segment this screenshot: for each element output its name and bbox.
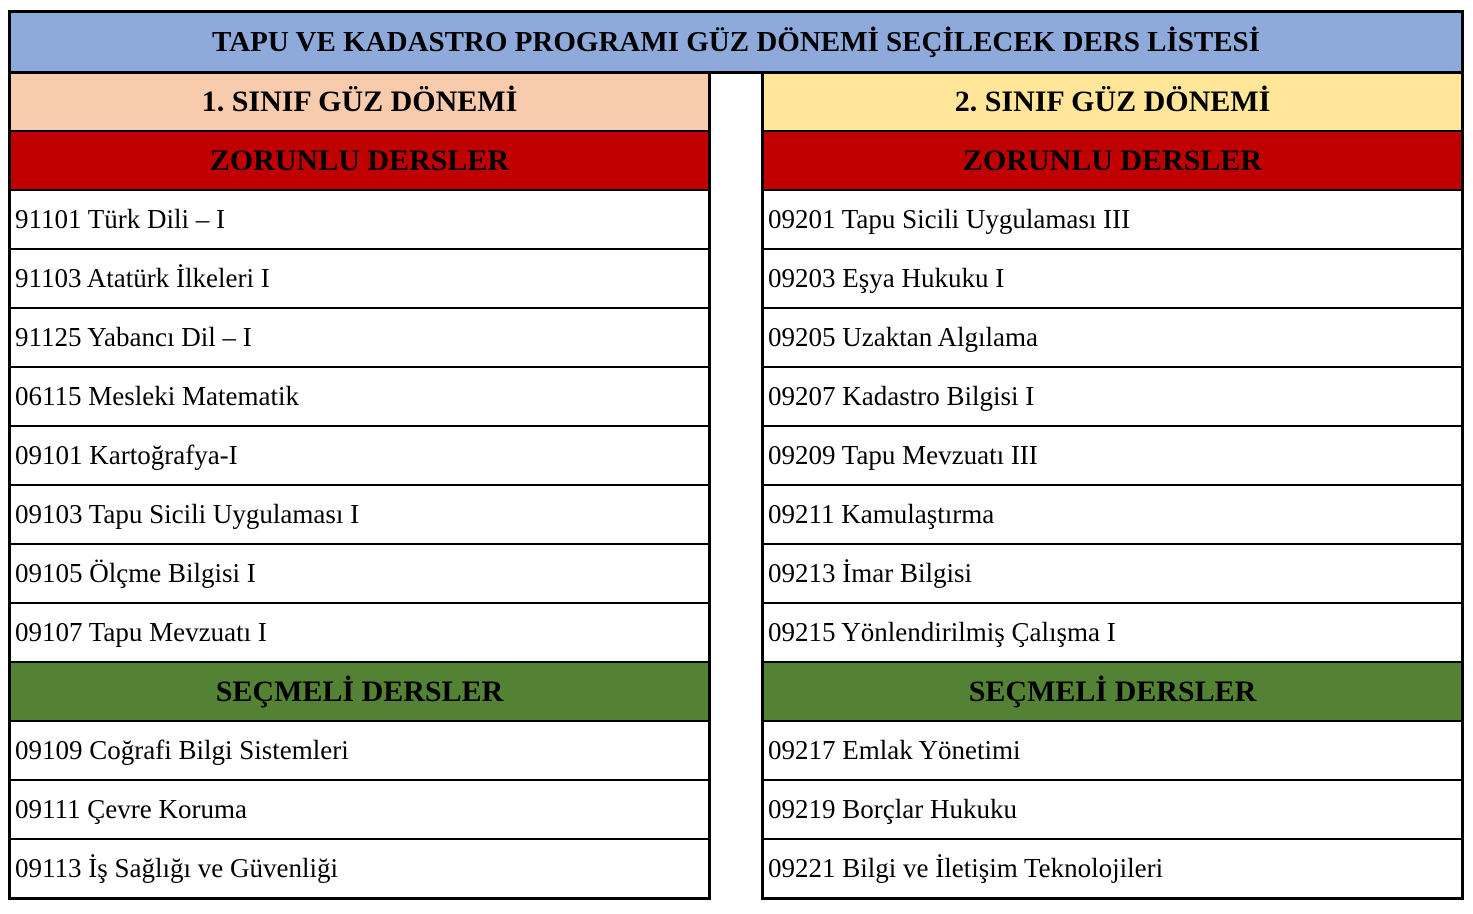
- page-title: TAPU VE KADASTRO PROGRAMI GÜZ DÖNEMİ SEÇİLECEK DERS LİSTESİ: [8, 10, 1464, 74]
- course-row: 09209 Tapu Mevzuatı III: [764, 425, 1461, 484]
- course-row: 09217 Emlak Yönetimi: [764, 720, 1461, 779]
- course-row: 09113 İş Sağlığı ve Güvenliği: [11, 838, 708, 897]
- course-row: 09105 Ölçme Bilgisi I: [11, 543, 708, 602]
- course-row: 09207 Kadastro Bilgisi I: [764, 366, 1461, 425]
- course-row: 09205 Uzaktan Algılama: [764, 307, 1461, 366]
- second-year-column: [761, 74, 1464, 900]
- course-row: 09219 Borçlar Hukuku: [764, 779, 1461, 838]
- elective-courses-header: SEÇMELİ DERSLER: [11, 661, 708, 720]
- course-row: 09203 Eşya Hukuku I: [764, 248, 1461, 307]
- course-row: 09103 Tapu Sicili Uygulaması I: [11, 484, 708, 543]
- required-courses-header: ZORUNLU DERSLER: [764, 130, 1461, 189]
- course-row: 91103 Atatürk İlkeleri I: [11, 248, 708, 307]
- semester-header: 1. SINIF GÜZ DÖNEMİ: [11, 74, 708, 130]
- course-row: 91125 Yabancı Dil – I: [11, 307, 708, 366]
- first-year-column: [8, 74, 711, 900]
- course-row: 09215 Yönlendirilmiş Çalışma I: [764, 602, 1461, 661]
- elective-courses-header: SEÇMELİ DERSLER: [764, 661, 1461, 720]
- course-row: 09221 Bilgi ve İletişim Teknolojileri: [764, 838, 1461, 897]
- course-row: 91101 Türk Dili – I: [11, 189, 708, 248]
- course-row: 06115 Mesleki Matematik: [11, 366, 708, 425]
- course-row: 09111 Çevre Koruma: [11, 779, 708, 838]
- course-row: 09109 Coğrafi Bilgi Sistemleri: [11, 720, 708, 779]
- semester-header: 2. SINIF GÜZ DÖNEMİ: [764, 74, 1461, 130]
- course-row: 09107 Tapu Mevzuatı I: [11, 602, 708, 661]
- course-row: 09211 Kamulaştırma: [764, 484, 1461, 543]
- course-row: 09213 İmar Bilgisi: [764, 543, 1461, 602]
- required-courses-header: ZORUNLU DERSLER: [11, 130, 708, 189]
- course-row: 09201 Tapu Sicili Uygulaması III: [764, 189, 1461, 248]
- course-row: 09101 Kartoğrafya-I: [11, 425, 708, 484]
